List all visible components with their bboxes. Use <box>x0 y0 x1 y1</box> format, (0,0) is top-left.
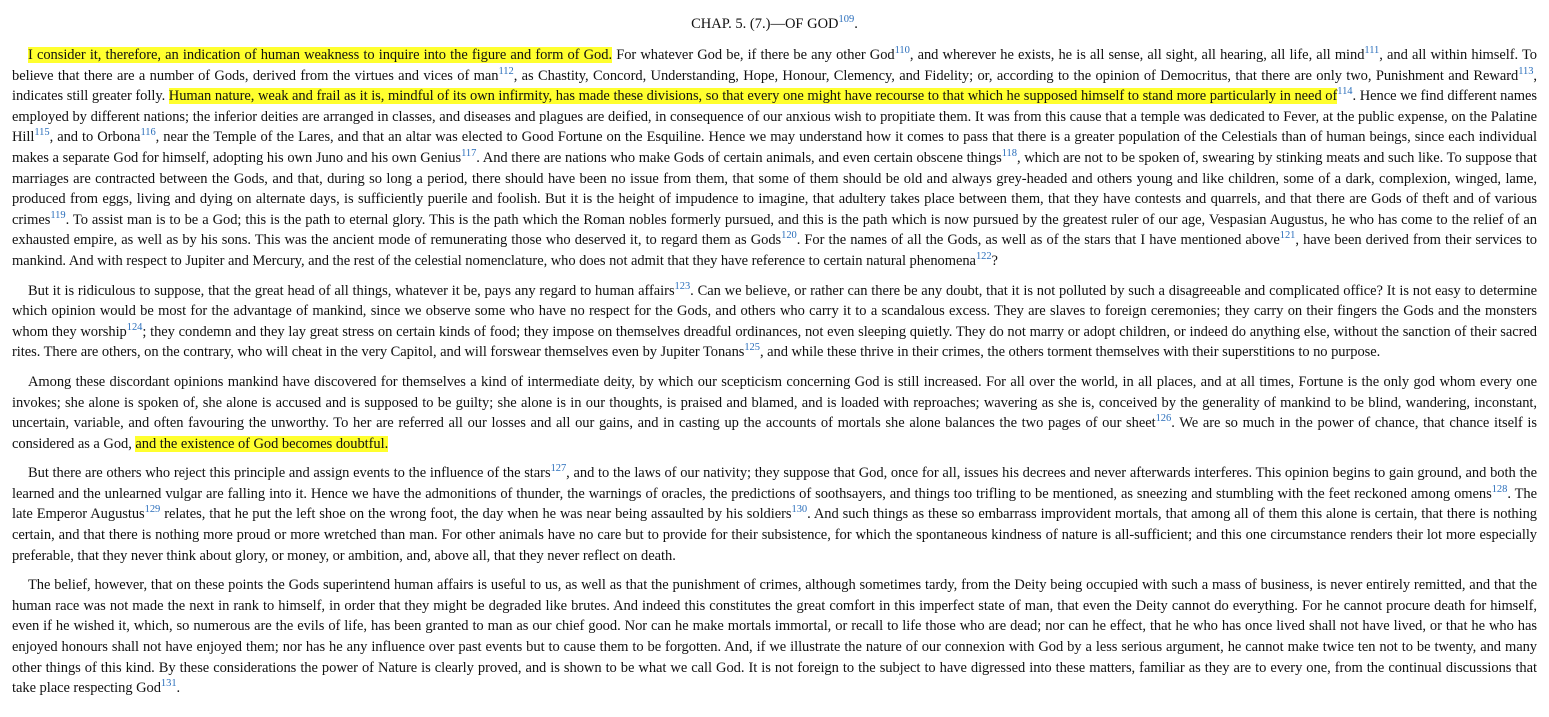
text-run: ; they condemn and they lay great stress on certain kinds of food; they impose on themselves dreadful ordinances, not even sleeping quietly. They do not marry or adopt children, or indeed do anything else, without the sanction of their sacred rites. There are others, on the contrary, who will cheat in the very Capitol, and will forswear themselves even by Jupiter Tonans <box>12 323 1537 361</box>
text-run: relates, that he put the left shoe on the wrong foot, the day when he was near being assaulted by his soldiers <box>160 506 792 523</box>
footnote-ref[interactable]: 114 <box>1337 86 1353 98</box>
footnote-ref[interactable]: 129 <box>144 504 161 516</box>
footnote-ref[interactable]: 110 <box>894 45 910 57</box>
paragraph <box>12 463 1537 566</box>
footnote-ref[interactable]: 130 <box>791 504 808 516</box>
text-run: But there are others who reject this principle and assign events to the influence of the stars <box>28 465 551 482</box>
footnote-ref[interactable]: 115 <box>34 127 50 139</box>
footnote-ref[interactable]: 118 <box>1001 148 1017 160</box>
text-run: But it is ridiculous to suppose, that the great head of all things, whatever it be, pays any regard to human affairs <box>28 282 675 299</box>
text-run: . Can we believe, or rather can there be any doubt, that it is not polluted by such a disagreeable and complicated office? It is not easy to determine which opinion would be most for the advantage of mankind, since we observe some who have no respect for the Gods, and others who carry it to a scandalous excess. They are slaves to foreign ceremonies; they carry on their fingers the Gods and the monsters whom they worship <box>12 282 1538 340</box>
text-run: , which are not to be spoken of, swearing by stinking meats and such like. To suppose that marriages are contracted between the Gods, and that, during so long a period, there should have been no issue from them, that some of them should be old and always grey-headed and others young and like children, some of a dark, complexion, winged, lame, produced from eggs, living and dying on alternate days, is sufficiently puerile and foolish. But it is the height of impudence to imagine, that adultery takes place between them, that they have contests and quarrels, and that there are Gods of theft and of various crimes <box>12 149 1537 228</box>
footnote-ref[interactable]: 116 <box>140 127 156 139</box>
text-run: , indicates still greater folly. <box>12 67 1537 105</box>
text-run: , and to Orbona <box>49 129 141 146</box>
text-run: For whatever God be, if there be any other God <box>612 47 895 63</box>
paragraph <box>12 281 1537 363</box>
text-run: , and while these thrive in their crimes, the others torment themselves with their superstitions to no purpose. <box>759 344 1381 361</box>
paragraph <box>12 45 1537 272</box>
footnote-ref[interactable]: 121 <box>1279 230 1296 242</box>
highlighted-text: I consider it, therefore, an indication of human weakness to inquire into the figure and form of God. <box>28 47 613 63</box>
footnote-ref[interactable]: 113 <box>1518 65 1534 77</box>
footnote-ref[interactable]: 119 <box>50 209 66 221</box>
footnote-ref[interactable]: 111 <box>1364 45 1380 57</box>
footnote-ref[interactable]: 123 <box>674 280 691 292</box>
footnote-ref[interactable]: 122 <box>975 251 992 263</box>
text-run: . And such things as these so embarrass improvident mortals, that among all of them this alone is certain, that there is nothing certain, and that there is nothing more proud or more wretched than man. For other animals have no care but to provide for their subsistence, for which the spontaneous kindness of nature is all-sufficient; and this one circumstance renders their lot more especially preferable, that they never think about glory, or money, or ambition, and, above all, that they never reflect on death. <box>12 506 1538 564</box>
footnote-ref[interactable]: 117 <box>461 148 477 160</box>
text-run: Among these discordant opinions mankind have discovered for themselves a kind of intermediate deity, by which our scepticism concerning God is still increased. For all over the world, in all places, and at all times, Fortune is the only god whom every one invokes; she alone is spoken of, she alone is accused and is supposed to be guilty; she alone is in our thoughts, is praised and blamed, and is loaded with reproaches; wavering as she is, conceived by the generality of mankind to be blind, wandering, inconstant, uncertain, variable, and often favouring the unworthy. To her are referred all our losses and all our gains, and in casting up the accounts of mortals she alone balances the two pages of our sheet <box>12 373 1537 432</box>
text-run: The belief, however, that on these points the Gods superintend human affairs is useful to us, as well as that the punishment of crimes, although sometimes tardy, from the Deity being occupied with such a mass of business, is never entirely remitted, and that the human race was not made the next in rank to himself, in order that they might be degraded like brutes. And indeed this constitutes the great comfort in this imperfect state of man, that even the Deity cannot do everything. For he cannot procure death for himself, even if he wished it, which, so numerous are the evils of life, has been granted to man as our chief good. Nor can he make mortals immortal, or recall to life those who are dead; nor can he effect, that he who has once lived shall not have lived, or that he who has enjoyed honours shall not have enjoyed them; nor has he any influence over past events but to cause them to be forgotten. And, if we illustrate the nature of our connexion with God by a less serious argument, he cannot make twice ten not to be twenty, and many other things of this kind. By these considerations the power of Nature is clearly proved, and is shown to be what we call God. It is not foreign to the subject to have digressed into these matters, familiar as they are to every one, from the continual discussions that take place respecting God <box>12 577 1537 697</box>
paragraph <box>12 575 1537 699</box>
highlighted-text: and the existence of God becomes doubtful. <box>135 435 389 452</box>
chapter-heading: CHAP. 5. (7.)—OF GOD$^{109}$. <box>691 14 858 32</box>
highlighted-text: Human nature, weak and frail as it is, mindful of its own infirmity, has made these divisions, so that every one might have recourse to that which he supposed himself to stand more particularly in need of <box>168 88 1338 105</box>
text-run: , and wherever he exists, he is all sense, all sight, all hearing, all life, all mind <box>909 47 1365 63</box>
chapter-body <box>12 45 1537 699</box>
footnote-ref[interactable]: 125 <box>744 342 760 354</box>
footnote-ref[interactable]: 128 <box>1491 484 1508 496</box>
text-run: . And there are nations who make Gods of certain animals, and even certain obscene things <box>476 149 1002 166</box>
text-run: . For the names of all the Gods, as well as of the stars that I have mentioned above <box>796 232 1280 249</box>
footnote-ref[interactable]: 126 <box>1155 413 1172 425</box>
text-run: . <box>176 680 181 697</box>
text-run: . We are so much in the power of chance, that chance itself is considered as a God, <box>12 415 1537 452</box>
footnote-ref[interactable]: 124 <box>126 321 143 333</box>
text-run: . Hence we find different names employed by different nations; the inferior deities are arranged in classes, and diseases and plagues are deified, in consequence of our anxious wish to propitiate them. It was from this cause that a temple was dedicated to Fever, at the public expense, on the Palatine Hill <box>12 88 1537 146</box>
footnote-ref[interactable]: 109 <box>838 14 855 26</box>
text-run: ? <box>991 252 998 269</box>
text-run: , as Chastity, Concord, Understanding, Hope, Honour, Clemency, and Fidelity; or, according to the opinion of Democritus, that there are only two, Punishment and Reward <box>513 67 1519 84</box>
text-run: , and to the laws of our nativity; they suppose that God, once for all, issues his decrees and never afterwards interferes. This opinion begins to gain ground, and both the learned and the unlearned vulgar are falling into it. Hence we have the admonitions of thunder, the warnings of oracles, the predictions of soothsayers, and things too trifling to be mentioned, as sneezing and stumbling with the feet reckoned among omens <box>12 465 1538 502</box>
footnote-ref[interactable]: 112 <box>498 65 514 77</box>
text-run: . To assist man is to be a God; this is the path to eternal glory. This is the path which the Roman nobles formerly pursued, and this is the path which is now pursued by the greatest ruler of our age, Vespasian Augustus, he who has come to the relief of an exhausted empire, as well as by his sons. This was the ancient mode of remunerating those who deserved it, to regard them as Gods <box>12 211 1537 249</box>
text-run: , and all within himself. To believe that there are a number of Gods, derived from the virtues and vices of man <box>12 47 1537 84</box>
footnote-ref[interactable]: 127 <box>550 463 567 475</box>
text-run: . The late Emperor Augustus <box>12 485 1538 523</box>
footnote-ref[interactable]: 120 <box>781 230 797 242</box>
chapter-title: CHAP. 5. (7.)—OF GOD <box>691 16 839 32</box>
text-run: , have been derived from their services to mankind. And with respect to Jupiter and Mercury, and the rest of the celestial nomenclature, who does not admit that they have reference to certain natural phenomena <box>12 232 1538 269</box>
paragraph <box>12 372 1537 454</box>
footnote-ref[interactable]: 131 <box>160 678 177 690</box>
text-run: , near the Temple of the Lares, and that an altar was elected to Good Fortune on the Esquiline. Hence we may understand how it comes to pass that there is a greater population of the Celestials than of human beings, since each individual makes a separate God for himself, adopting his own Juno and his own Genius <box>12 129 1538 166</box>
